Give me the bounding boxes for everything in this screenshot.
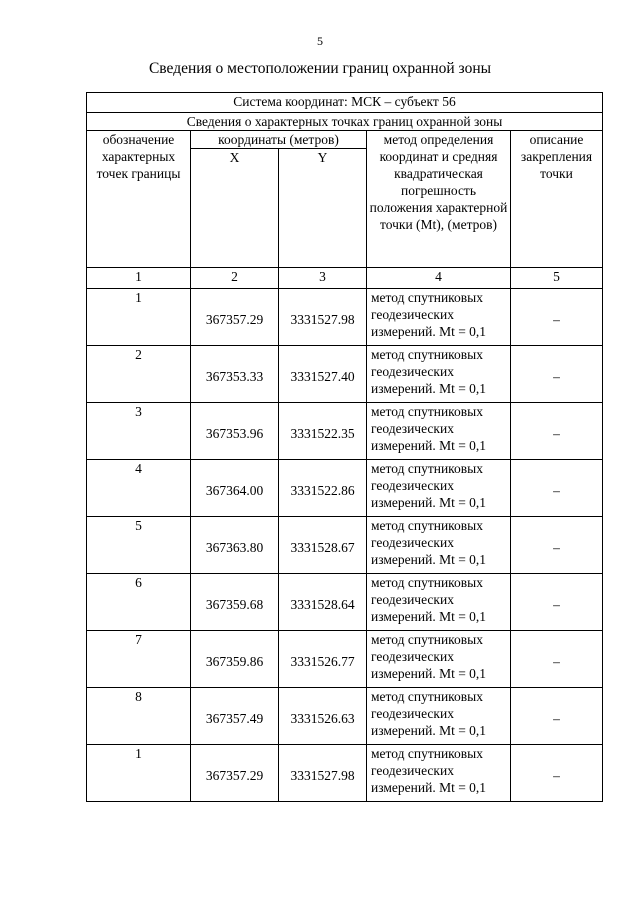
point-cell: 6 — [87, 574, 191, 631]
table-subtitle-row — [87, 113, 603, 131]
description-cell: – — [511, 460, 603, 517]
method-cell: метод спутниковых геодезических измерений. Mt = 0,1 — [367, 574, 511, 631]
column-number: 3 — [279, 268, 367, 289]
y-coordinate-cell: 3331522.35 — [279, 403, 367, 460]
method-cell: метод спутниковых геодезических измерений. Mt = 0,1 — [367, 688, 511, 745]
x-coordinate-cell: 367359.68 — [191, 574, 279, 631]
table-row — [87, 403, 603, 460]
header-description: описание закрепления точки — [511, 131, 603, 268]
description-cell: – — [511, 517, 603, 574]
x-coordinate-cell: 367359.86 — [191, 631, 279, 688]
x-coordinate-cell: 367353.33 — [191, 346, 279, 403]
header-designation: обозначение характерных точек границы — [87, 131, 191, 268]
coordinate-system-cell: Система координат: МСК – субъект 56 — [87, 93, 603, 113]
page-number: 5 — [317, 34, 323, 48]
description-cell: – — [511, 631, 603, 688]
point-cell: 2 — [87, 346, 191, 403]
method-cell: метод спутниковых геодезических измерений. Mt = 0,1 — [367, 346, 511, 403]
x-coordinate-cell: 367363.80 — [191, 517, 279, 574]
description-cell: – — [511, 289, 603, 346]
x-coordinate-cell: 367357.29 — [191, 289, 279, 346]
header-method: метод определения координат и средняя квадратическая погрешность положения характерной точки (Mt), (метров) — [367, 131, 511, 268]
column-number: 1 — [87, 268, 191, 289]
description-cell: – — [511, 574, 603, 631]
point-cell: 3 — [87, 403, 191, 460]
coordinate-system-row — [87, 93, 603, 113]
point-cell: 1 — [87, 745, 191, 802]
column-number-row — [87, 268, 603, 289]
method-cell: метод спутниковых геодезических измерений. Mt = 0,1 — [367, 745, 511, 802]
y-coordinate-cell: 3331528.67 — [279, 517, 367, 574]
header-x: X — [191, 149, 279, 267]
y-coordinate-cell: 3331522.86 — [279, 460, 367, 517]
description-cell: – — [511, 688, 603, 745]
x-coordinate-cell: 367353.96 — [191, 403, 279, 460]
point-cell: 1 — [87, 289, 191, 346]
method-cell: метод спутниковых геодезических измерений. Mt = 0,1 — [367, 517, 511, 574]
y-coordinate-cell: 3331526.63 — [279, 688, 367, 745]
document-title: Сведения о местоположении границ охранной зоны — [148, 60, 492, 77]
y-coordinate-cell: 3331528.64 — [279, 574, 367, 631]
table-row — [87, 574, 603, 631]
table-subtitle-cell: Сведения о характерных точках границ охранной зоны — [87, 113, 603, 131]
x-coordinate-cell: 367364.00 — [191, 460, 279, 517]
table-row — [87, 289, 603, 346]
column-number: 2 — [191, 268, 279, 289]
column-number: 4 — [367, 268, 511, 289]
description-cell: – — [511, 745, 603, 802]
column-header-row — [87, 131, 603, 268]
description-cell: – — [511, 346, 603, 403]
header-coordinates-label: координаты (метров) — [191, 131, 366, 149]
table-row — [87, 517, 603, 574]
x-coordinate-cell: 367357.29 — [191, 745, 279, 802]
method-cell: метод спутниковых геодезических измерений. Mt = 0,1 — [367, 403, 511, 460]
method-cell: метод спутниковых геодезических измерений. Mt = 0,1 — [367, 460, 511, 517]
point-cell: 8 — [87, 688, 191, 745]
table-row — [87, 631, 603, 688]
table-row — [87, 460, 603, 517]
header-coordinates — [191, 131, 367, 268]
table-row — [87, 745, 603, 802]
y-coordinate-cell: 3331526.77 — [279, 631, 367, 688]
description-cell: – — [511, 403, 603, 460]
point-cell: 4 — [87, 460, 191, 517]
x-coordinate-cell: 367357.49 — [191, 688, 279, 745]
y-coordinate-cell: 3331527.98 — [279, 289, 367, 346]
y-coordinate-cell: 3331527.98 — [279, 745, 367, 802]
point-cell: 5 — [87, 517, 191, 574]
method-cell: метод спутниковых геодезических измерений. Mt = 0,1 — [367, 289, 511, 346]
point-cell: 7 — [87, 631, 191, 688]
column-number: 5 — [511, 268, 603, 289]
method-cell: метод спутниковых геодезических измерений. Mt = 0,1 — [367, 631, 511, 688]
y-coordinate-cell: 3331527.40 — [279, 346, 367, 403]
header-y: Y — [317, 150, 328, 165]
coordinates-table — [86, 92, 603, 802]
table-row — [87, 688, 603, 745]
table-row — [87, 346, 603, 403]
